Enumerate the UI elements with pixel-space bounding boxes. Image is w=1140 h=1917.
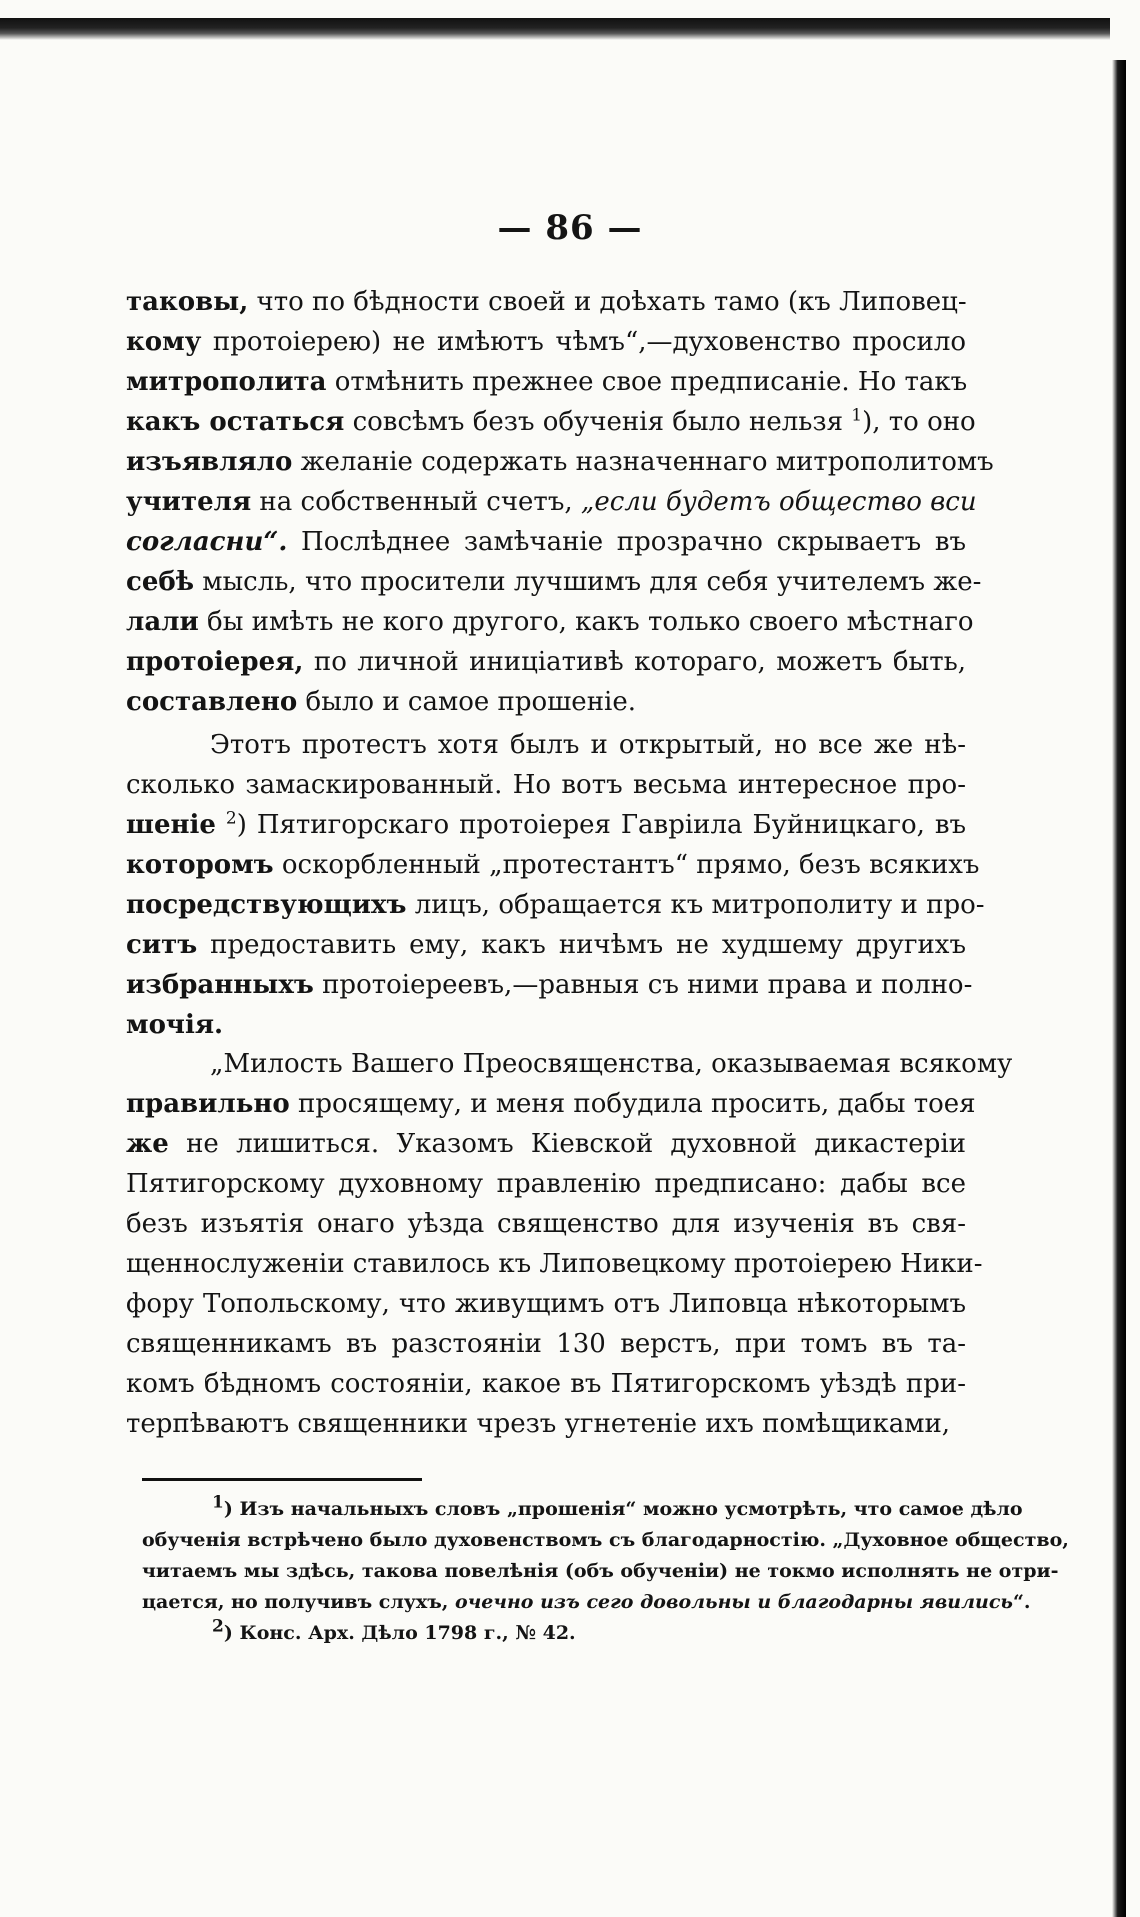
text-run: ) Конс. Арх. Дѣло 1798 г., № 42. — [223, 1622, 576, 1644]
text-line — [126, 765, 966, 805]
footnote-marker: 1 — [212, 1492, 224, 1513]
text-line — [126, 885, 985, 925]
text-run: фору Топольскому, что живущимъ отъ Липовца нѣкоторымъ — [126, 1289, 966, 1319]
text-line — [142, 1556, 1059, 1587]
text-run: кому — [126, 327, 202, 357]
text-line — [126, 282, 966, 322]
text-run: Послѣднее замѣчаніе прозрачно скрываетъ въ — [287, 527, 966, 557]
text-line — [142, 1587, 1031, 1618]
footnote-marker: 2 — [225, 808, 237, 829]
text-run: терпѣваютъ священники чрезъ угнетеніе ихъ помѣщиками, — [126, 1409, 951, 1439]
text-line — [142, 1525, 1069, 1556]
scan-right-edge — [1112, 60, 1126, 1917]
text-line — [126, 845, 980, 885]
text-run: цается, но получивъ слухъ, — [142, 1591, 456, 1613]
text-run: обученія встрѣчено было духовенствомъ съ благодарностію. „Духовное общество, — [142, 1529, 1069, 1551]
text-run: было и самое прошеніе. — [297, 687, 636, 717]
text-run: желаніе содержать назначеннаго митрополитомъ — [292, 447, 994, 477]
text-line — [126, 725, 966, 765]
text-line — [126, 442, 994, 482]
text-line — [142, 1618, 962, 1649]
text-run: безъ изъятія онаго уѣзда священство для изученія въ свя- — [126, 1209, 966, 1239]
text-line — [126, 362, 966, 402]
text-run: предоставить ему, какъ ничѣмъ не худшему другихъ — [197, 930, 966, 960]
text-run: очечно изъ сего довольны и благодарны явились — [455, 1591, 1013, 1613]
text-run: „Милость Вашего Преосвященства, оказываемая всякому — [210, 1049, 1013, 1079]
text-line — [126, 322, 966, 362]
text-line — [126, 1044, 1013, 1084]
paragraph-1 — [126, 282, 994, 722]
footnote-marker: 1 — [851, 405, 863, 426]
text-line — [126, 602, 974, 642]
text-line — [126, 482, 977, 522]
text-run: священникамъ въ разстояніи 130 верстъ, при томъ въ та- — [126, 1329, 966, 1359]
text-line — [126, 1084, 976, 1124]
text-run: протоіереевъ,—равныя съ ними права и полно- — [313, 970, 973, 1000]
text-run: избранныхъ — [126, 970, 314, 1000]
text-run: составлено — [126, 687, 298, 717]
text-run: ), то оно — [862, 407, 976, 437]
footnote-1 — [142, 1492, 1069, 1618]
text-line — [126, 642, 966, 682]
text-run — [216, 810, 226, 840]
text-run: ъ обученія было нельзя — [517, 407, 852, 437]
footnote-separator — [142, 1478, 422, 1481]
text-run: согласни“. — [126, 527, 288, 557]
text-run: же — [126, 1129, 169, 1159]
text-line — [126, 1005, 966, 1045]
text-run: читаемъ мы здѣсь, такова повелѣнія (объ обученіи) не токмо исполнять не отри- — [142, 1560, 1059, 1582]
text-run: комъ бѣдномъ состояніи, какое въ Пятигорскомъ уѣздѣ при- — [126, 1369, 966, 1399]
text-run: правильно — [126, 1089, 290, 1119]
text-run: отмѣнить прежнее свое предписаніе. Но такъ — [326, 367, 968, 397]
text-line — [126, 1404, 966, 1444]
text-run: “. — [1012, 1591, 1031, 1613]
text-run: мочія. — [126, 1010, 224, 1040]
page-number: — 86 — — [497, 208, 643, 248]
scan-top-edge — [0, 18, 1110, 40]
text-run: не лишиться. Указомъ Кіевской духовной дикастеріи — [168, 1129, 966, 1159]
text-run: что по бѣдности своей и доѣхать тамо (къ Липовец- — [248, 287, 967, 317]
text-run: Этотъ протестъ хотя былъ и открытый, но все же нѣ- — [210, 730, 966, 760]
text-run: учителя — [126, 487, 252, 517]
footnote-2 — [142, 1618, 962, 1649]
paragraph-3 — [126, 1044, 1013, 1444]
text-line — [126, 1364, 966, 1404]
text-run: оскорбленный „протестантъ“ прямо, безъ всякихъ — [273, 850, 980, 880]
text-run: митрополита — [126, 367, 327, 397]
text-line — [126, 1164, 966, 1204]
text-run: ситъ — [126, 930, 198, 960]
text-run: лали — [126, 607, 199, 637]
text-run: какъ остаться — [126, 407, 345, 437]
text-run: „если будетъ общество вси — [580, 487, 977, 517]
text-run: совсѣмъ без — [344, 407, 518, 437]
text-run: себѣ — [126, 567, 194, 597]
text-run: протоіерея, — [126, 647, 304, 677]
text-run: Пятигорскому духовному правленію предписано: дабы все — [126, 1169, 966, 1199]
text-run: просящему, и меня побудила просить, дабы тоея — [289, 1089, 976, 1119]
text-run: ) Изъ начальныхъ словъ „прошенія“ можно усмотрѣть, что самое дѣло — [223, 1498, 1023, 1520]
text-line — [126, 1124, 966, 1164]
text-line — [126, 925, 966, 965]
text-run: бы имѣть не кого другого, какъ только своего мѣстнаго — [198, 607, 974, 637]
text-run: ) Пятигорскаго протоіерея Гавріила Буйницкаго, въ — [236, 810, 966, 840]
text-run: протоіерею) не имѣютъ чѣмъ“,—духовенство просило — [201, 327, 966, 357]
text-line — [126, 402, 976, 442]
text-run: шеніе — [126, 810, 216, 840]
text-line — [126, 682, 966, 722]
text-run: на собственный счетъ, — [251, 487, 581, 517]
text-line — [126, 1204, 966, 1244]
text-run: лицъ, обращается къ митрополиту и про- — [406, 890, 985, 920]
paragraph-2 — [126, 725, 985, 1045]
text-line — [142, 1492, 1023, 1525]
text-line — [126, 805, 966, 845]
text-line — [126, 1244, 983, 1284]
text-line — [126, 1324, 966, 1364]
text-line — [126, 965, 973, 1005]
text-run: которомъ — [126, 850, 274, 880]
text-line — [126, 522, 966, 562]
text-run: изъявляло — [126, 447, 293, 477]
text-run: мысль, что просители лучшимъ для себя учителемъ же- — [194, 567, 982, 597]
text-line — [126, 1284, 966, 1324]
text-run: таковы, — [126, 287, 249, 317]
text-run: посредствующихъ — [126, 890, 407, 920]
text-run: сколько замаскированный. Но вотъ весьма интересное про- — [126, 770, 966, 800]
text-line — [126, 562, 982, 602]
text-run: по личной иниціативѣ котораго, можетъ быть, — [303, 647, 966, 677]
text-run: щеннослуженіи ставилось къ Липовецкому протоіерею Ники- — [126, 1249, 983, 1279]
footnote-marker: 2 — [212, 1616, 224, 1637]
